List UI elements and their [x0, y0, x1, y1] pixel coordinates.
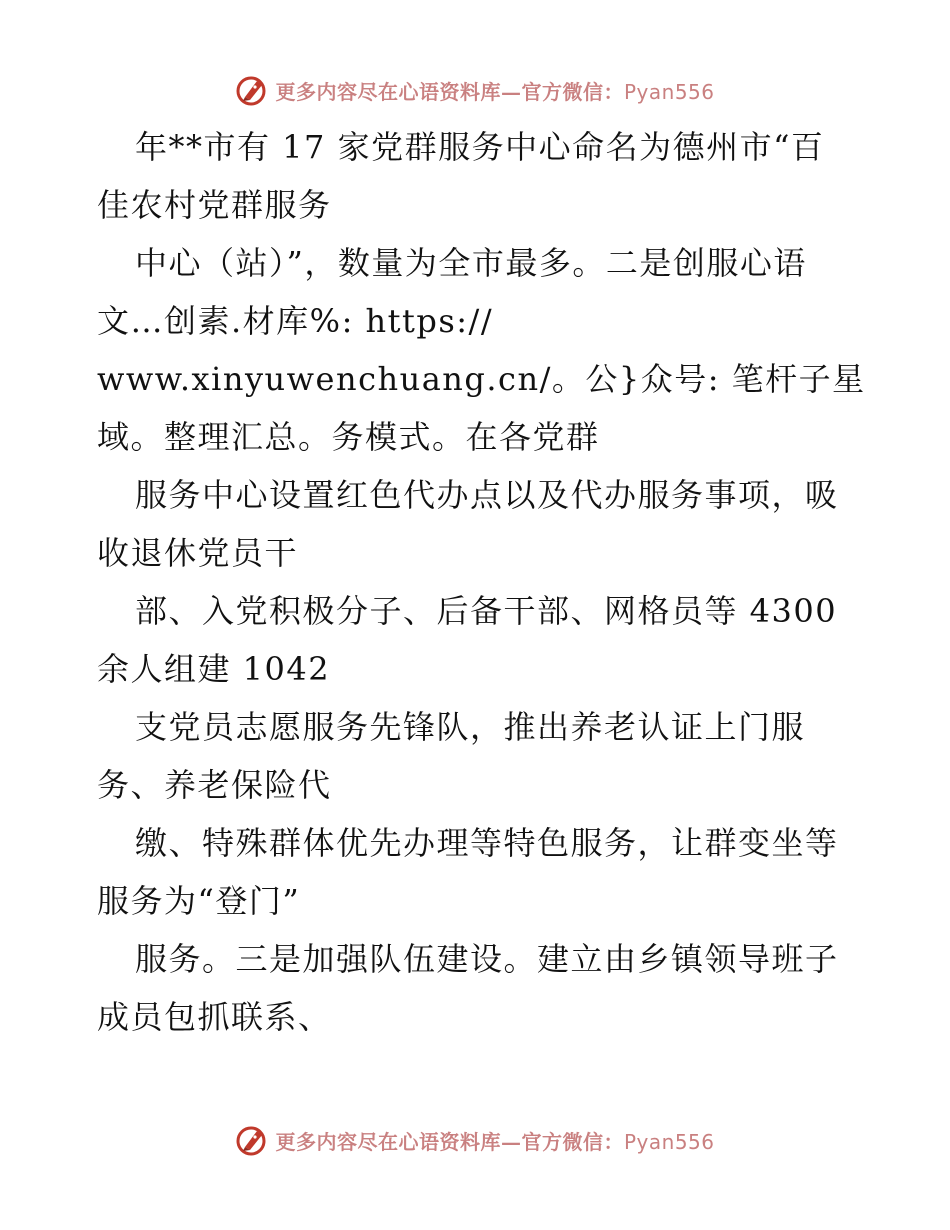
watermark-text: 更多内容尽在心语资料库—官方微信：Pyan556 — [275, 1129, 715, 1154]
document-body — [97, 118, 867, 1046]
text-line: www.xinyuwenchuang.cn/。公}众号: 笔杆子星 — [97, 360, 866, 398]
text-line: 年**市有 17 家党群服务中心命名为德州市“百 — [135, 128, 825, 166]
header-watermark — [0, 70, 950, 110]
text-line: 中心（站）”，数量为全市最多。二是创服心语 — [135, 244, 807, 282]
text-line: 余人组建 1042 — [97, 650, 331, 688]
text-line: 文…创素.材库%: https:// — [97, 302, 494, 340]
text-line: 收退休党员干 — [97, 534, 299, 572]
text-line: 服务中心设置红色代办点以及代办服务事项，吸 — [135, 476, 839, 514]
text-line: 佳农村党群服务 — [97, 186, 332, 224]
footer-watermark — [0, 1120, 950, 1160]
text-line: 支党员志愿服务先锋队，推出养老认证上门服 — [135, 708, 806, 746]
text-line: 成员包抓联系、 — [97, 998, 332, 1036]
text-line: 务、养老保险代 — [97, 766, 332, 804]
pen-nib-circle-icon — [235, 1123, 269, 1157]
text-line: 缴、特殊群体优先办理等特色服务，让群变坐等 — [135, 824, 839, 862]
watermark-text: 更多内容尽在心语资料库—官方微信：Pyan556 — [275, 79, 715, 104]
text-line: 服务。三是加强队伍建设。建立由乡镇领导班子 — [135, 940, 839, 978]
pen-nib-circle-icon — [235, 73, 269, 107]
text-line: 部、入党积极分子、后备干部、网格员等 4300 — [135, 592, 838, 630]
text-line: 服务为“登门” — [97, 882, 301, 920]
text-line: 域。整理汇总。务模式。在各党群 — [97, 418, 600, 456]
